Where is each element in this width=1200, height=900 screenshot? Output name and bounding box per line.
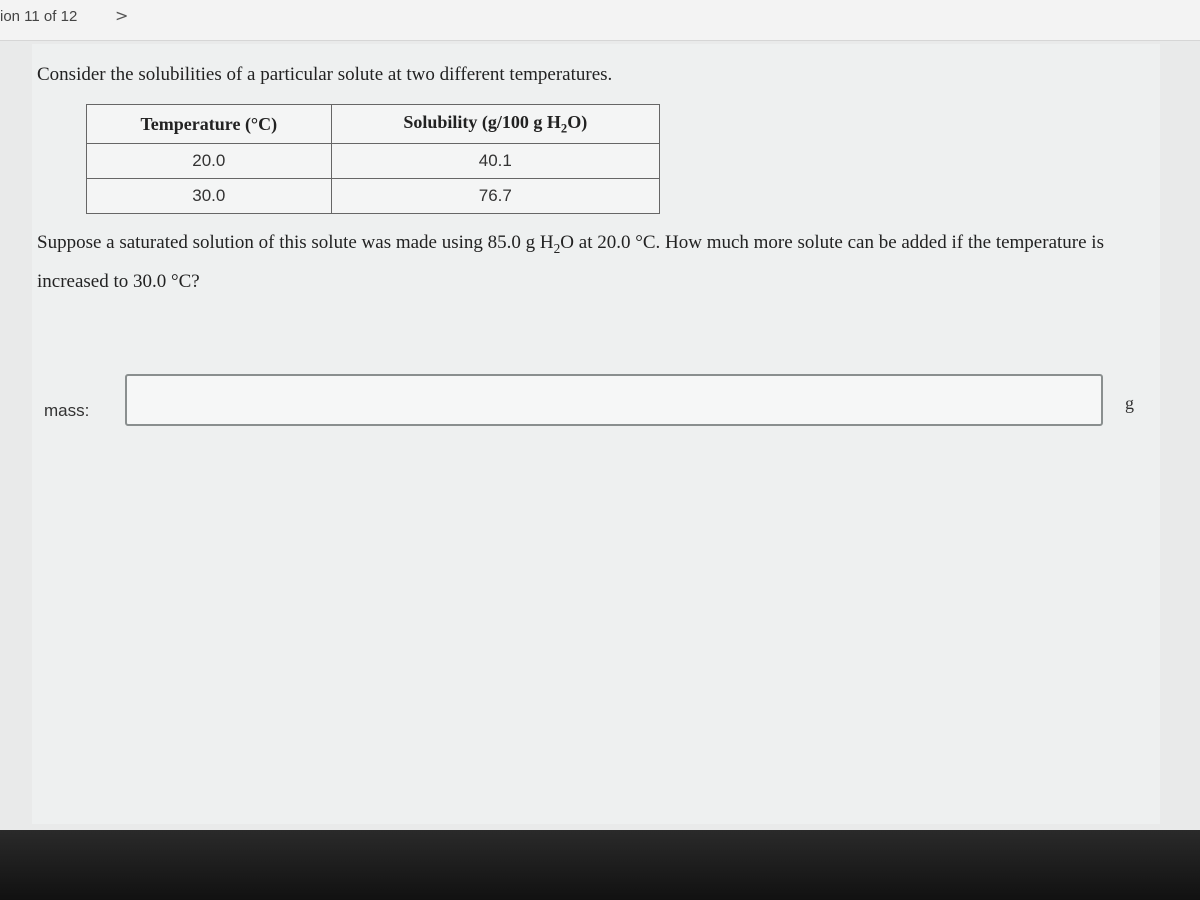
question-counter: ion 11 of 12	[0, 8, 78, 25]
screen-bezel	[0, 830, 1200, 900]
solubility-table	[86, 104, 660, 214]
table-header-row	[87, 105, 660, 144]
problem-intro: Consider the solubilities of a particular solute at two different temperatures.	[37, 64, 613, 85]
table-cell: 40.1	[331, 144, 659, 179]
unit-label: g	[1125, 393, 1134, 413]
table-cell: 76.7	[331, 179, 659, 214]
table-row	[87, 144, 660, 179]
table-cell: 20.0	[87, 144, 332, 179]
header-temperature: Temperature (°C)	[87, 105, 332, 144]
next-question-icon[interactable]: >	[115, 6, 129, 25]
table-cell: 30.0	[87, 179, 332, 214]
mass-input[interactable]	[125, 374, 1103, 426]
question-text: Suppose a saturated solution of this solute was made using 85.0 g $H_2O$ at 20.0 °C. How much more solute can be added if the temperature is increased to 30.0 °C?	[37, 232, 1104, 292]
top-nav-bar	[0, 0, 1200, 41]
table-row	[87, 179, 660, 214]
mass-label: mass:	[44, 401, 90, 420]
header-solubility: Solubility (g/100 g $H_2O$)	[331, 105, 659, 144]
